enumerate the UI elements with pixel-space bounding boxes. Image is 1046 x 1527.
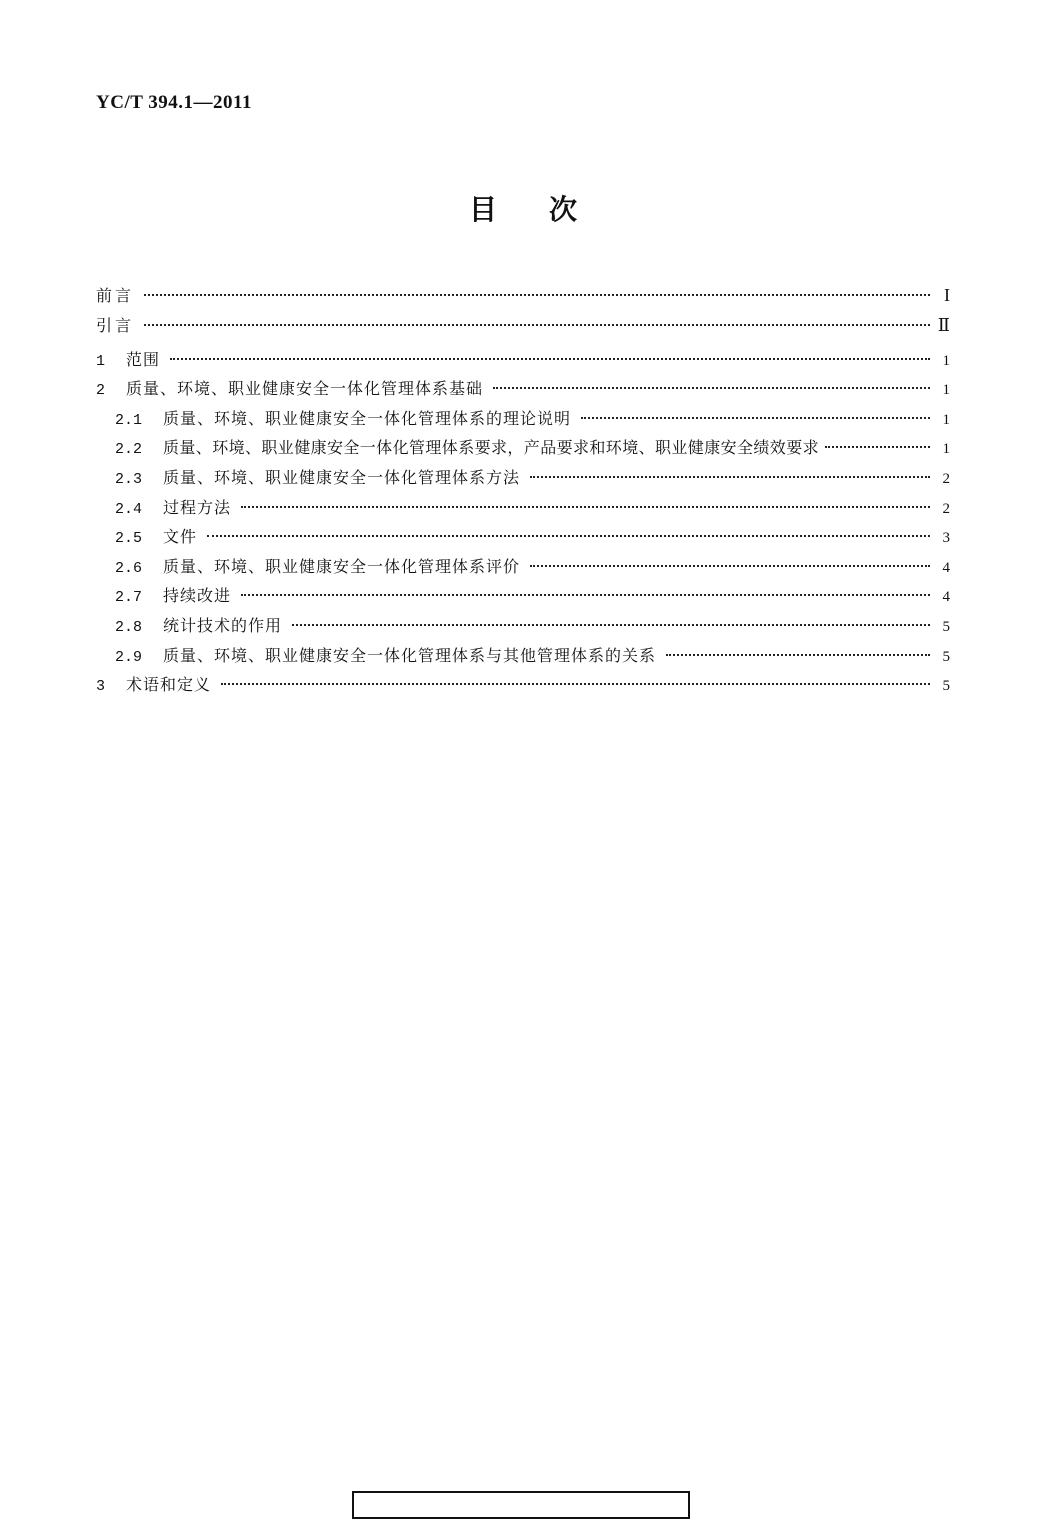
dot-leader (825, 446, 930, 448)
toc-entry-page: 2 (942, 500, 950, 517)
dot-leader (207, 535, 930, 537)
dot-leader (530, 476, 930, 478)
toc-entry-2-4[interactable] (96, 493, 950, 523)
dot-leader (292, 624, 930, 626)
toc-entry-page: 4 (942, 559, 950, 576)
toc-entry-2-2[interactable] (96, 433, 950, 463)
table-of-contents (96, 281, 950, 700)
toc-entry-page: 2 (942, 470, 950, 487)
toc-entry-number: 2.7 (115, 589, 143, 607)
toc-entry-2-8[interactable] (96, 611, 950, 641)
dot-leader (241, 594, 930, 596)
toc-entry-number: 2.5 (115, 530, 143, 548)
toc-entry-2-3[interactable] (96, 463, 950, 493)
toc-entry-page: 1 (942, 382, 950, 399)
dot-leader (581, 417, 930, 419)
toc-entry-label: 文件 (163, 527, 198, 547)
toc-entry-page: 1 (942, 352, 950, 369)
toc-entry-label: 统计技术的作用 (163, 615, 283, 635)
toc-title: 目次 (468, 193, 629, 226)
toc-entry-2-5[interactable] (96, 522, 950, 552)
toc-entry-introduction[interactable] (96, 311, 950, 345)
dot-leader (666, 654, 930, 656)
page-number-box (352, 1491, 690, 1519)
toc-entry-page: I (944, 285, 950, 305)
toc-entry-3[interactable] (96, 670, 950, 700)
dot-leader (493, 387, 930, 389)
toc-entry-page: 3 (942, 530, 950, 547)
toc-entry-label: 持续改进 (163, 586, 232, 606)
toc-entry-number: 2.9 (115, 648, 143, 666)
toc-entry-foreword[interactable] (96, 281, 950, 311)
toc-entry-page: 1 (942, 441, 950, 458)
toc-entry-label: 引言 (96, 315, 135, 335)
toc-entry-page: 4 (942, 589, 950, 606)
document-code: YC/T 394.1—2011 (96, 92, 253, 113)
toc-entry-label: 质量、环境、职业健康安全一体化管理体系与其他管理体系的关系 (163, 645, 657, 665)
toc-entry-number: 2.2 (115, 441, 143, 459)
toc-entry-page: 5 (942, 678, 950, 695)
toc-entry-label: 质量、环境、职业健康安全一体化管理体系方法 (163, 467, 521, 487)
toc-entry-2-9[interactable] (96, 641, 950, 671)
toc-entry-page: 5 (942, 648, 950, 665)
dot-leader (241, 506, 930, 508)
toc-entry-2[interactable] (96, 374, 950, 404)
toc-entry-number: 2 (96, 382, 106, 400)
toc-entry-label: 前言 (96, 286, 135, 305)
dot-leader (144, 294, 930, 296)
toc-entry-2-6[interactable] (96, 552, 950, 582)
toc-entry-label: 范围 (126, 349, 161, 369)
toc-entry-number: 2.6 (115, 559, 143, 577)
toc-entry-label: 质量、环境、职业健康安全一体化管理体系的理论说明 (163, 408, 572, 428)
toc-entry-number: 3 (96, 678, 106, 696)
dot-leader (170, 358, 930, 360)
toc-entry-label: 过程方法 (163, 497, 232, 517)
toc-entry-number: 1 (96, 352, 106, 370)
toc-entry-page: Ⅱ (937, 314, 950, 335)
toc-entry-label: 质量、环境、职业健康安全一体化管理体系评价 (163, 556, 521, 576)
toc-entry-number: 2.4 (115, 500, 143, 518)
toc-entry-label: 质量、环境、职业健康安全一体化管理体系基础 (126, 379, 484, 399)
dot-leader (144, 324, 930, 326)
toc-entry-2-1[interactable] (96, 404, 950, 434)
toc-entry-number: 2.3 (115, 470, 143, 488)
toc-entry-number: 2.1 (115, 411, 143, 429)
toc-entry-page: 1 (942, 411, 950, 428)
toc-entry-2-7[interactable] (96, 581, 950, 611)
toc-entry-page: 5 (942, 618, 950, 635)
dot-leader (530, 565, 930, 567)
toc-entry-1[interactable] (96, 345, 950, 375)
toc-entry-label: 术语和定义 (126, 675, 212, 695)
toc-entry-label: 质量、环境、职业健康安全一体化管理体系要求，产品要求和环境、职业健康安全绩效要求 (163, 438, 820, 458)
toc-entry-number: 2.8 (115, 618, 143, 636)
dot-leader (221, 683, 930, 685)
